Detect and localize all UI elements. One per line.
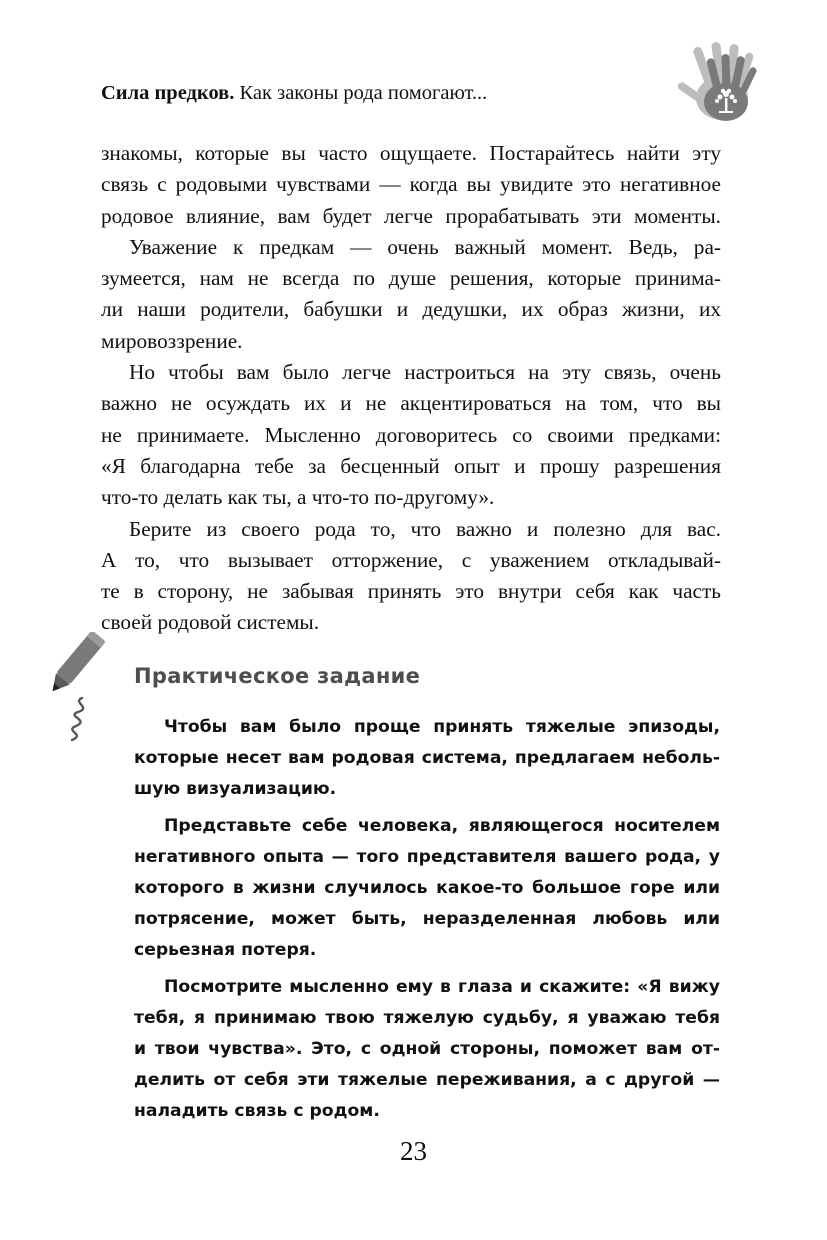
practice-text [134, 712, 720, 1133]
text-line: своей родовой системы. [101, 610, 320, 635]
pencil-icon [42, 632, 112, 744]
text-line: зумеется, нам не всегда по душе решения, которые принима- [101, 266, 721, 291]
text-line: Представьте себе человека, являющегося носителем [164, 816, 720, 836]
practice-paragraph [134, 972, 720, 1127]
text-line: ли наши родители, бабушки и дедушки, их образ жизни, их [101, 297, 721, 322]
text-line: и твои чувства». Это, с одной стороны, поможет вам от- [134, 1039, 720, 1059]
page-number: 23 [400, 1136, 427, 1166]
body-text [101, 138, 721, 639]
paragraph [101, 514, 721, 639]
text-line: что-то делать как ты, а что-то по-другому». [101, 485, 495, 510]
text-line: наладить связь с родом. [134, 1101, 380, 1121]
text-line: важно не осуждать их и не акцентироваться на том, что вы [101, 391, 721, 416]
text-line: родовое влияние, вам будет легче прорабатывать эти моменты. [101, 203, 721, 228]
practice-paragraph [134, 712, 720, 805]
text-line: шую визуализацию. [134, 779, 337, 799]
book-title: Сила предков. [101, 82, 235, 104]
running-head [101, 82, 661, 105]
book-subtitle: Как законы рода помогают... [239, 82, 488, 104]
paragraph [101, 357, 721, 513]
text-line: делить от себя эти тяжелые переживания, а с другой — [134, 1070, 720, 1090]
paragraph [101, 232, 721, 357]
text-line: Чтобы вам было проще принять тяжелые эпизоды, [164, 717, 720, 737]
text-line: знакомы, которые вы часто ощущаете. Постарайтесь найти эту [101, 141, 721, 165]
text-line: связь с родовыми чувствами — когда вы увидите это негативное [101, 172, 721, 197]
text-line: которого в жизни случилось какое-то большое горе или [134, 878, 720, 898]
text-line: те в сторону, не забывая принять это внутри себя как часть [101, 579, 721, 604]
paragraph [101, 138, 721, 232]
text-line: негативного опыта — того представителя вашего рода, у [134, 847, 720, 867]
practice-paragraph [134, 811, 720, 966]
text-line: Посмотрите мысленно ему в глаза и скажите: «Я вижу [164, 977, 720, 997]
text-line: А то, что вызывает отторжение, с уважением откладывай- [101, 547, 721, 572]
text-line: потрясение, может быть, неразделенная любовь или [134, 909, 720, 929]
text-line: Берите из своего рода то, что важно и полезно для вас. [129, 516, 721, 541]
text-line: не принимаете. Мысленно договоритесь со своими предками: [101, 422, 721, 447]
text-line: «Я благодарна тебе за бесценный опыт и прошу разрешения [101, 453, 721, 478]
text-line: серьезная потеря. [134, 940, 317, 960]
text-line: Но чтобы вам было легче настроиться на эту связь, очень [129, 360, 721, 385]
text-line: тебя, я принимаю твою тяжелую судьбу, я уважаю тебя [134, 1008, 720, 1028]
text-line: которые несет вам родовая система, предлагаем неболь- [134, 748, 720, 768]
hands-tree-logo-icon [664, 40, 774, 126]
practice-heading: Практическое задание [134, 664, 421, 688]
text-line: Уважение к предкам — очень важный момент. Ведь, ра- [129, 234, 721, 259]
text-line: мировоззрение. [101, 328, 243, 353]
